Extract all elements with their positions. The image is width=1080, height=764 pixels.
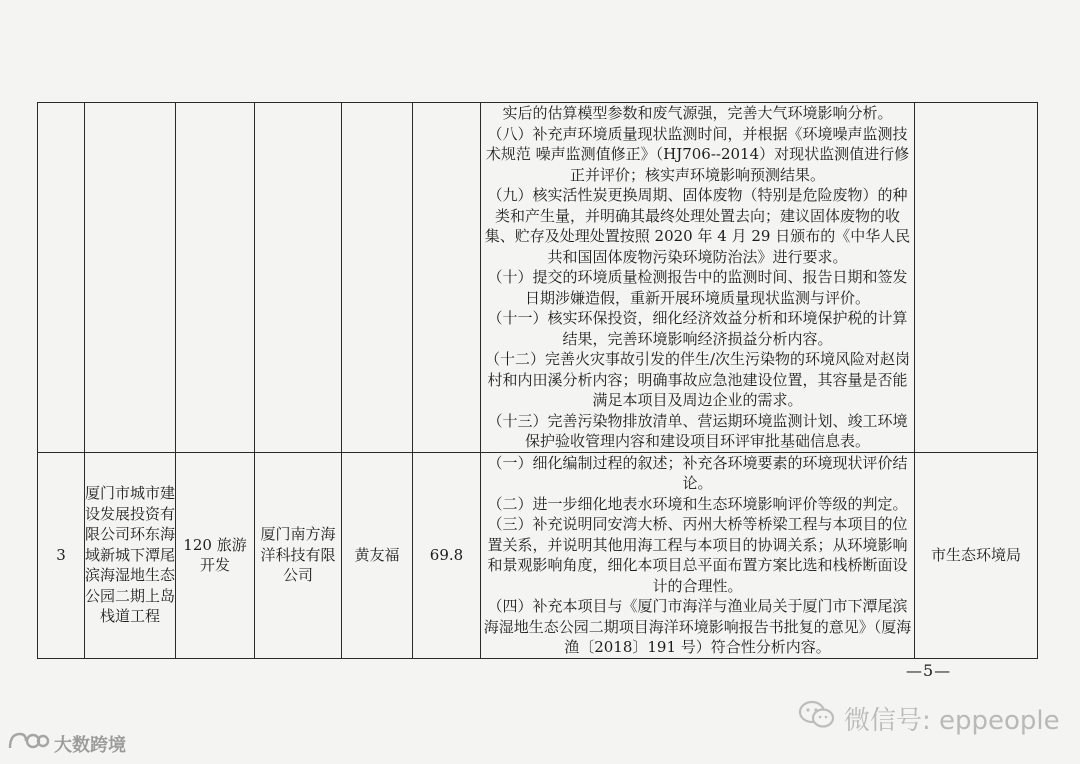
requirement-item: 实后的估算模型参数和废气源强，完善大气环境影响分析。 (502, 104, 893, 122)
requirements-cell (481, 452, 915, 658)
category-cell: 120 旅游开发 (176, 452, 255, 658)
project-cell (85, 103, 176, 453)
requirement-item: （十二）完善火灾事故引发的伴生/次生污染物的环境风险对赵岗村和内田溪分析内容；明确事故应急池建设位置，其容量是否能满足本项目及周边企业的需求。 (484, 350, 911, 409)
person-cell: 黄友福 (342, 452, 413, 658)
authority-cell (915, 103, 1038, 453)
project-cell: 厦门市城市建设发展投资有限公司环东海域新城下潭尾滨海湿地生态公园二期上岛栈道工程 (85, 452, 176, 658)
review-table (37, 102, 1038, 659)
requirement-item: （三）补充说明同安湾大桥、丙州大桥等桥梁工程与本项目的位置关系，并说明其他用海工程与本项目的协调关系；从环境影响和景观影响角度，细化本项目总平面布置方案比选和栈桥断面设计的合理性。 (487, 515, 908, 595)
table-row (38, 103, 1038, 453)
eia-unit-cell (255, 103, 342, 453)
page-number: —5— (906, 661, 952, 680)
index-cell (38, 103, 85, 453)
requirement-item: （九）核实活性炭更换周期、固体废物（特别是危险废物）的种类和产生量，并明确其最终处理处置去向；建议固体废物的收集、贮存及处理处置按照 2020 年 4 月 29 日颁布的《中华人民共和国固体废物污染环境防治法》进行要求。 (484, 186, 911, 266)
index-cell: 3 (38, 452, 85, 658)
requirement-item: （二）进一步细化地表水环境和生态环境影响评价等级的判定。 (487, 494, 908, 513)
requirements-cell (481, 103, 915, 453)
requirement-item: （四）补充本项目与《厦门市海洋与渔业局关于厦门市下潭尾滨海湿地生态公园二期项目海洋环境影响报告书批复的意见》（厦海渔〔2018〕191 号）符合性分析内容。 (483, 597, 912, 656)
brand-name: 大数跨境 (54, 734, 126, 756)
brand-watermark (6, 728, 126, 759)
brand-logo-icon (6, 728, 50, 759)
wechat-watermark (798, 700, 1060, 737)
requirement-item: （八）补充声环境质量现状监测时间，并根据《环境噪声监测技术规范 噪声监测值修正》（HJ706--2014）对现状监测值进行修正并评价；核实声环境影响预测结果。 (485, 124, 910, 184)
score-cell: 69.8 (413, 452, 481, 658)
requirement-item: （十）提交的环境质量检测报告中的监测时间、报告日期和签发日期涉嫌造假，重新开展环境质量现状监测与评价。 (487, 268, 908, 307)
category-cell (176, 103, 255, 453)
authority-cell: 市生态环境局 (915, 452, 1038, 658)
table-row (38, 452, 1038, 658)
eia-unit-cell: 厦门南方海洋科技有限公司 (255, 452, 342, 658)
wechat-id: 微信号: eppeople (844, 706, 1060, 736)
requirement-item: （十一）核实环保投资，细化经济效益分析和环境保护税的计算结果，完善环境影响经济损益分析内容。 (487, 309, 908, 348)
person-cell (342, 103, 413, 453)
requirement-item: （一）细化编制过程的叙述；补充各环境要素的环境现状评价结论。 (487, 453, 908, 492)
requirement-item: （十三）完善污染物排放清单、营运期环境监测计划、竣工环境保护验收管理内容和建设项目环评审批基础信息表。 (487, 411, 908, 450)
score-cell (413, 103, 481, 453)
wechat-icon (798, 700, 836, 737)
